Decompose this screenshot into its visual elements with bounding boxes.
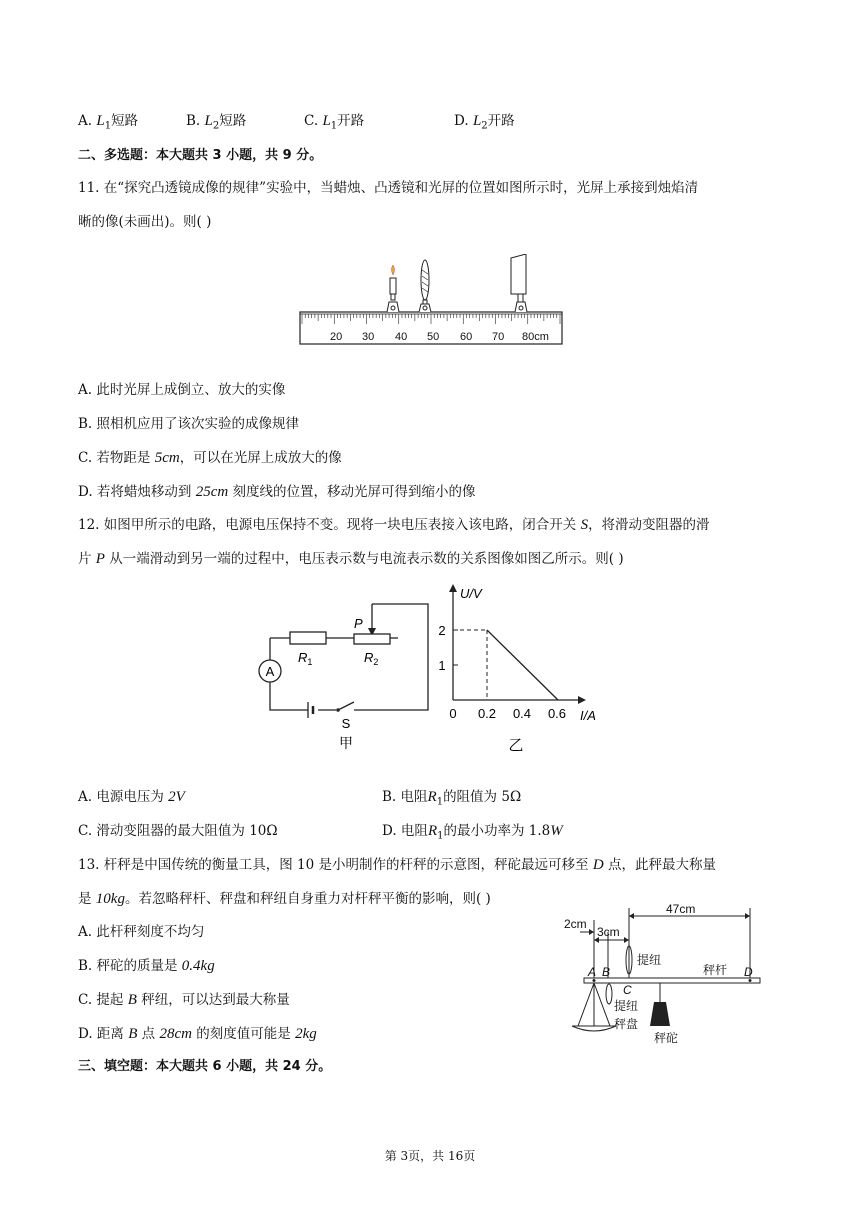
figure-caption-yi: 乙 — [508, 737, 524, 754]
counterweight-icon — [650, 1002, 670, 1026]
slider-label-p: P — [354, 616, 363, 631]
u-i-graph — [432, 580, 622, 760]
y-axis-label: U/V — [460, 586, 482, 601]
q10-option-b: B. $L_2$短路 — [186, 113, 247, 132]
ammeter-label: A — [265, 664, 275, 679]
ruler-label: 40 — [395, 331, 408, 343]
lift-label-c: 提纽 — [637, 953, 662, 967]
point-c: C — [623, 983, 632, 997]
ruler-label: 50 — [427, 331, 440, 343]
q12-option-c: C. 滑动变阻器的最大阻值为 10Ω — [78, 823, 278, 839]
dim-47cm: 47cm — [666, 902, 696, 916]
x-tick-0: 0 — [449, 706, 457, 721]
q11-option-a: A. 此时光屏上成倒立、放大的实像 — [78, 382, 286, 398]
ruler-label: 60 — [460, 331, 473, 343]
q10-option-a: A. $L_1$短路 — [78, 113, 139, 132]
ruler-label: 30 — [362, 331, 375, 343]
q12-stem-line2: 片 P 从一端滑动到另一端的过程中，电压表示数与电流表示数的关系图像如图乙所示。则( ) — [78, 551, 624, 567]
section-2-heading: 二、多选题：本大题共 3 小题，共 9 分。 — [78, 148, 323, 163]
point-a: A — [588, 965, 597, 979]
q13-option-c: C. 提起 B 秤纽，可以达到最大称量 — [78, 992, 290, 1008]
q11-option-b: B. 照相机应用了该次实验的成像规律 — [78, 416, 300, 432]
weight-label: 秤砣 — [654, 1031, 679, 1045]
optical-bench-figure — [296, 254, 566, 350]
dim-3cm: 3cm — [597, 925, 620, 939]
q11-stem-line1: 11. 在“探究凸透镜成像的规律”实验中，当蜡烛、凸透镜和光屏的位置如图所示时，光屏上承接到烛焰清 — [78, 180, 699, 196]
circuit-diagram — [250, 598, 440, 758]
switch-icon — [338, 702, 354, 710]
lift-ring-b — [606, 984, 612, 1004]
ruler-label: 20 — [330, 331, 343, 343]
x-tick-0.2: 0.2 — [477, 706, 497, 721]
q12-option-d: D. 电阻$R_1$的最小功率为 1.8W — [382, 823, 563, 842]
switch-label-s: S — [341, 716, 351, 731]
q10-option-d: D. $L_2$开路 — [454, 113, 515, 132]
q13-option-a: A. 此杆秤刻度不均匀 — [78, 924, 205, 940]
q10-option-c: C. $L_1$开路 — [304, 113, 365, 132]
ruler-label: 70 — [492, 331, 505, 343]
candle-icon — [387, 265, 399, 312]
x-tick-0.6: 0.6 — [547, 706, 567, 721]
q12-stem-line1: 12. 如图甲所示的电路，电源电压保持不变。现将一块电压表接入该电路，闭合开关 S，将滑动变阻器的滑 — [78, 517, 710, 533]
pan-label: 秤盘 — [614, 1017, 639, 1031]
steelyard-diagram — [560, 902, 770, 1050]
q11-option-c: C. 若物距是 5cm，可以在光屏上成放大的像 — [78, 450, 342, 466]
lift-label-b: 提纽 — [614, 999, 639, 1013]
q11-stem-line2: 晰的像(未画出)。则( ) — [78, 214, 212, 230]
point-b: B — [602, 965, 611, 979]
point-d: D — [744, 965, 753, 979]
page-footer: 第 3页，共 16页 — [384, 1149, 476, 1163]
q13-stem-line2: 是 10kg。若忽略秤杆、秤盘和秤纽自身重力对杆秤平衡的影响，则( ) — [78, 891, 491, 907]
x-axis-label: I/A — [580, 708, 596, 723]
convex-lens-icon — [419, 260, 431, 312]
r1-label: $R_1$ — [298, 650, 313, 667]
section-3-heading: 三、填空题：本大题共 6 小题，共 24 分。 — [78, 1059, 332, 1074]
ruler-label: 80cm — [522, 331, 549, 343]
y-tick-1: 1 — [438, 658, 446, 673]
x-tick-0.4: 0.4 — [512, 706, 532, 721]
rod-label: 秤杆 — [703, 963, 728, 977]
q13-option-d: D. 距离 B 点 28cm 的刻度值可能是 2kg — [78, 1026, 317, 1042]
q13-option-b: B. 秤砣的质量是 0.4kg — [78, 958, 215, 974]
q13-stem-line1: 13. 杆秤是中国传统的衡量工具，图 10 是小明制作的杆秤的示意图，秤砣最远可移至 D 点，此秤最大称量 — [78, 857, 716, 873]
q11-option-d: D. 若将蜡烛移动到 25cm 刻度线的位置，移动光屏可得到缩小的像 — [78, 484, 476, 500]
q12-option-a: A. 电源电压为 2V — [78, 789, 185, 805]
u-i-line — [487, 630, 558, 700]
q12-option-b: B. 电阻$R_1$的阻值为 5Ω — [382, 789, 522, 808]
light-screen-icon — [511, 254, 527, 312]
figure-caption-jia: 甲 — [339, 735, 353, 751]
r2-label: $R_2$ — [364, 650, 379, 667]
y-tick-2: 2 — [438, 623, 446, 638]
dim-2cm: 2cm — [564, 917, 587, 931]
